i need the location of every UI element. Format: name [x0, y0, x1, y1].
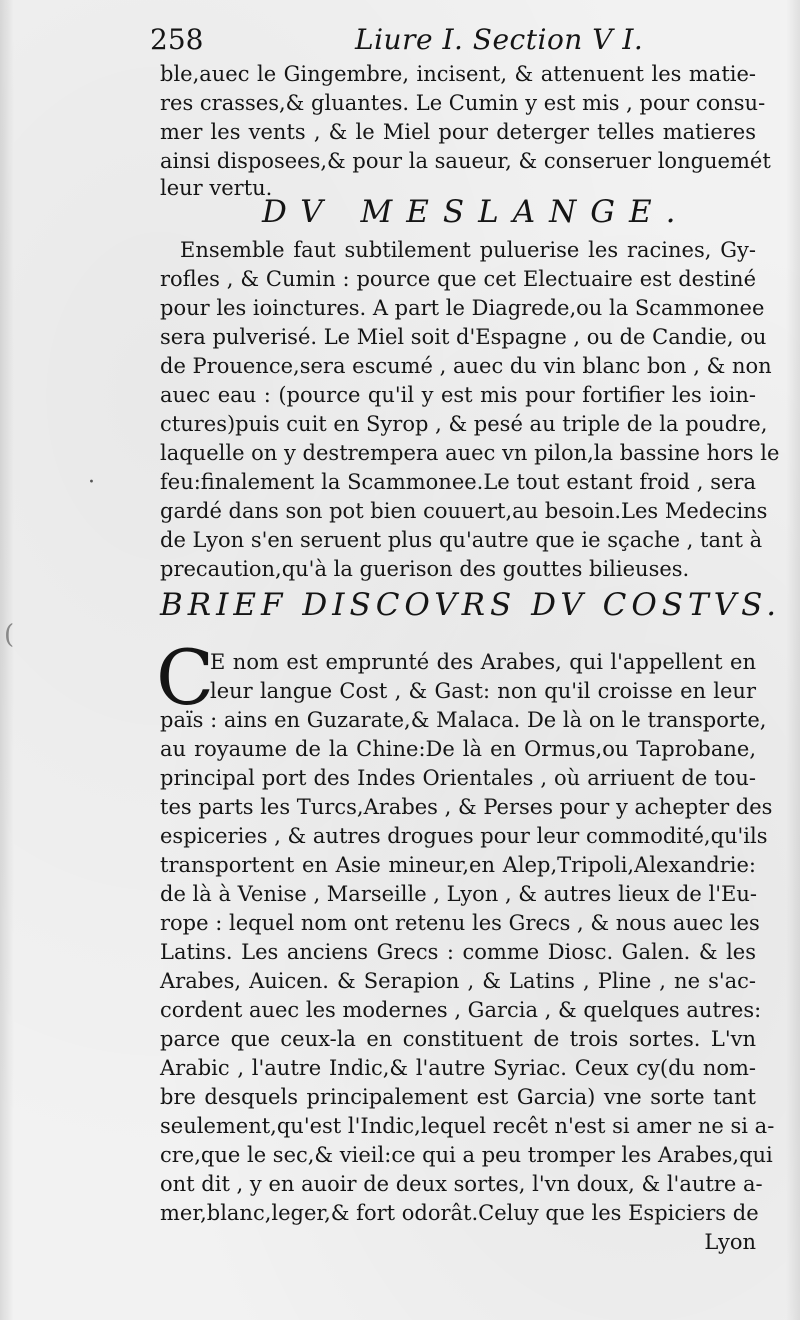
- text-line: païs : ains en Guzarate,& Malaca. De là on le transporte,: [160, 708, 767, 732]
- page-header: [150, 22, 750, 58]
- text-line: gardé dans son pot bien couuert,au besoin.Les Medecins: [160, 499, 768, 523]
- text-line: sera pulverisé. Le Miel soit d'Espagne , ou de Candie, ou: [160, 325, 767, 349]
- text-line: feu:finalement la Scammonee.Le tout estant froid , sera: [160, 470, 756, 494]
- text-line: cordent auec les modernes , Garcia , & quelques autres:: [160, 998, 762, 1022]
- catchword: Lyon: [704, 1230, 756, 1254]
- text-line: cre,que le sec,& vieil:ce qui a peu tromper les Arabes,qui: [160, 1143, 773, 1167]
- text-line: de Lyon s'en seruent plus qu'autre que ie sçache , tant à: [160, 528, 763, 552]
- text-line: ont dit , y en auoir de deux sortes, l'vn doux, & l'autre a-: [160, 1172, 763, 1196]
- text-line: seulement,qu'est l'Indic,lequel recêt n'est si amer ne si a-: [160, 1114, 775, 1138]
- text-line: Arabic , l'autre Indic,& l'autre Syriac. Ceux cy(du nom-: [160, 1056, 756, 1080]
- page-edge-mark: (: [4, 620, 15, 650]
- section-heading-costus: BRIEF DISCOVRS DV COSTVS.: [160, 587, 782, 623]
- text-line: res crasses,& gluantes. Le Cumin y est mis , pour consu-: [160, 91, 766, 115]
- text-line: ctures)puis cuit en Syrop , & pesé au triple de la poudre,: [160, 412, 768, 436]
- text-line: leur langue Cost , & Gast: non qu'il croisse en leur: [210, 679, 756, 703]
- text-line: ble,auec le Gingembre, incisent, & attenuent les matie-: [160, 62, 756, 86]
- text-line: E nom est emprunté des Arabes, qui l'appellent en: [210, 650, 756, 674]
- text-line: mer,blanc,leger,& fort odorât.Celuy que les Espiciers de: [160, 1201, 759, 1225]
- text-line: rope : lequel nom ont retenu les Grecs , & nous auec les: [160, 911, 760, 935]
- text-line: au royaume de la Chine:De là en Ormus,ou Taprobane,: [160, 737, 756, 761]
- text-line: rofles , & Cumin : pource que cet Electuaire est destiné: [160, 267, 756, 291]
- text-line: auec eau : (pource qu'il y est mis pour fortifier les ioin-: [160, 383, 756, 407]
- section-heading-meslange: DV MESLANGE.: [262, 194, 690, 230]
- text-line: leur vertu.: [160, 176, 273, 200]
- text-line: Ensemble faut subtilement puluerise les racines, Gy-: [180, 238, 756, 262]
- text-line: tes parts les Turcs,Arabes , & Perses pour y achepter des: [160, 795, 773, 819]
- running-title: Liure I. Section V I.: [355, 23, 644, 56]
- page-number: 258: [150, 23, 204, 56]
- margin-speck-mark: ·: [88, 470, 95, 495]
- text-line: ainsi disposees,& pour la saueur, & conseruer longuemét: [160, 149, 771, 173]
- text-line: bre desquels principalement est Garcia) vne sorte tant: [160, 1085, 756, 1109]
- text-line: transportent en Asie mineur,en Alep,Tripoli,Alexandrie:: [160, 853, 756, 877]
- drop-cap: C: [156, 633, 215, 722]
- text-line: pour les ioinctures. A part le Diagrede,ou la Scammonee: [160, 296, 765, 320]
- text-line: mer les vents , & le Miel pour deterger telles matieres: [160, 120, 756, 144]
- text-line: de là à Venise , Marseille , Lyon , & autres lieux de l'Eu-: [160, 882, 757, 906]
- text-line: de Prouence,sera escumé , auec du vin blanc bon , & non: [160, 354, 772, 378]
- text-line: Latins. Les anciens Grecs : comme Diosc. Galen. & les: [160, 940, 756, 964]
- text-line: parce que ceux-la en constituent de trois sortes. L'vn: [160, 1027, 756, 1051]
- text-line: principal port des Indes Orientales , où arriuent de tou-: [160, 766, 756, 790]
- text-line: Arabes, Auicen. & Serapion , & Latins , Pline , ne s'ac-: [160, 969, 756, 993]
- text-line: precaution,qu'à la guerison des gouttes bilieuses.: [160, 557, 690, 581]
- text-line: laquelle on y destrempera auec vn pilon,la bassine hors le: [160, 441, 780, 465]
- text-line: espiceries , & autres drogues pour leur commodité,qu'ils: [160, 824, 768, 848]
